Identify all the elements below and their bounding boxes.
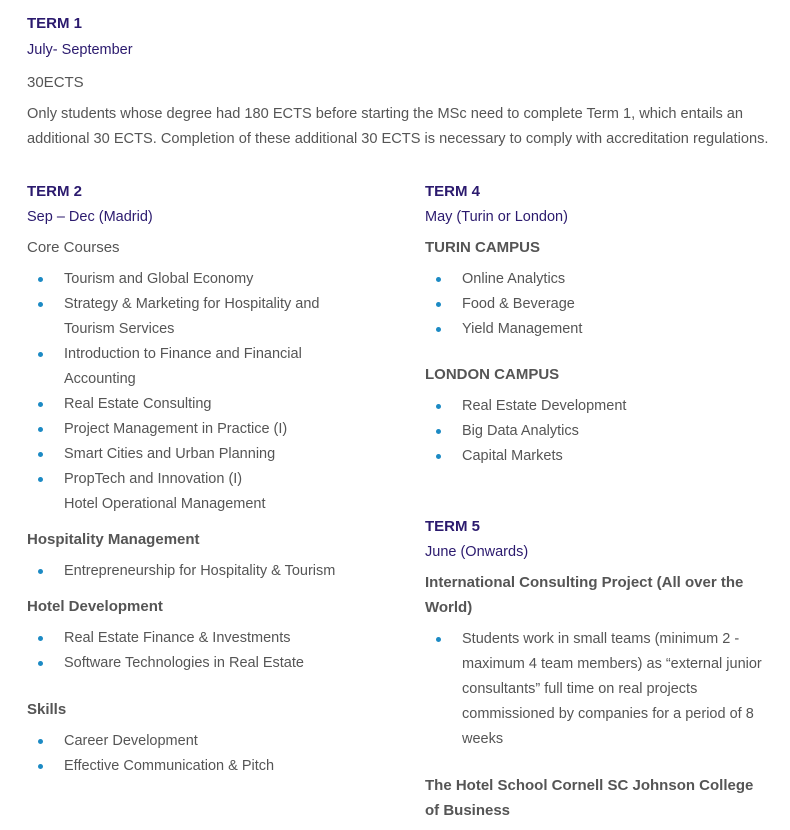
- bullet-icon: [38, 569, 43, 574]
- bullet-icon: [38, 277, 43, 282]
- list-item: [27, 292, 397, 342]
- list-item-label: Smart Cities and Urban Planning: [64, 446, 276, 462]
- list-item-label: PropTech and Innovation (I): [64, 471, 243, 487]
- skills-heading: Skills: [27, 701, 67, 718]
- list-item-label: Effective Communication & Pitch: [64, 758, 275, 774]
- list-item: [27, 754, 397, 779]
- term-4-title: TERM 4: [425, 183, 481, 200]
- list-item: [27, 417, 397, 442]
- term-1-section: [27, 14, 777, 152]
- term-5-title: TERM 5: [425, 518, 481, 535]
- list-item-label: Strategy & Marketing for Hospitality and Tourism Services: [64, 296, 320, 337]
- consulting-project-list: [425, 627, 775, 752]
- term-2-section: [27, 182, 397, 779]
- london-campus-list: [425, 394, 775, 469]
- list-item: [27, 559, 397, 584]
- list-item-label: Yield Management: [462, 321, 583, 337]
- consulting-project-heading: International Consulting Project (All over the World): [425, 574, 744, 616]
- list-item: [425, 419, 775, 444]
- list-item-label: Online Analytics: [462, 271, 566, 287]
- bullet-icon: [38, 477, 43, 482]
- skills-list: [27, 729, 397, 779]
- list-item: [27, 342, 397, 392]
- hotel-development-list: [27, 626, 397, 676]
- list-item: [425, 317, 775, 342]
- term-1-ects: 30ECTS: [27, 74, 84, 91]
- hospitality-management-heading: Hospitality Management: [27, 531, 200, 548]
- list-item-label: Tourism and Global Economy: [64, 271, 254, 287]
- list-item-label: Entrepreneurship for Hospitality & Tourism: [64, 563, 336, 579]
- list-item: [27, 492, 397, 517]
- list-item: [27, 626, 397, 651]
- bullet-icon: [436, 404, 441, 409]
- bullet-icon: [38, 739, 43, 744]
- term-4-dates: May (Turin or London): [425, 209, 568, 225]
- bullet-icon: [38, 636, 43, 641]
- term-2-dates: Sep – Dec (Madrid): [27, 209, 153, 225]
- list-item: [425, 292, 775, 317]
- list-item: [27, 467, 397, 492]
- bullet-icon: [38, 402, 43, 407]
- list-item: [27, 267, 397, 292]
- list-item: [425, 267, 775, 292]
- bullet-icon: [38, 661, 43, 666]
- term-1-note: Only students whose degree had 180 ECTS before starting the MSc need to complete Term 1, which entails an additional 30 ECTS. Completion of these additional 30 ECTS is necessary to comply with accreditation regulations.: [27, 106, 769, 147]
- list-item-label: Big Data Analytics: [462, 423, 579, 439]
- list-item: [425, 444, 775, 469]
- bullet-icon: [38, 427, 43, 432]
- bullet-icon: [38, 452, 43, 457]
- term-4-section: [425, 182, 775, 469]
- term-1-title: TERM 1: [27, 15, 83, 32]
- list-item-label: Real Estate Consulting: [64, 396, 212, 412]
- list-item-label: Career Development: [64, 733, 198, 749]
- hotel-development-heading: Hotel Development: [27, 598, 163, 615]
- bullet-icon: [436, 454, 441, 459]
- list-item-label: Project Management in Practice (I): [64, 421, 288, 437]
- term-2-title: TERM 2: [27, 183, 83, 200]
- bullet-icon: [436, 302, 441, 307]
- bullet-icon: [436, 637, 441, 642]
- bullet-icon: [436, 277, 441, 282]
- list-item-label: Introduction to Finance and Financial Accounting: [64, 346, 302, 387]
- list-item: [27, 442, 397, 467]
- list-item-label: Students work in small teams (minimum 2 - maximum 4 team members) as “external junior consultants” full time on real projects commissioned by companies for a period of 8 weeks: [462, 631, 762, 747]
- core-courses-label: Core Courses: [27, 239, 120, 256]
- list-item: [425, 394, 775, 419]
- term-1-dates: July- September: [27, 42, 133, 58]
- bullet-icon: [436, 327, 441, 332]
- list-item: [27, 651, 397, 676]
- london-campus-heading: LONDON CAMPUS: [425, 366, 560, 383]
- bullet-icon: [38, 302, 43, 307]
- list-item-label: Real Estate Finance & Investments: [64, 630, 291, 646]
- bullet-icon: [436, 429, 441, 434]
- bullet-icon: [38, 764, 43, 769]
- turin-campus-list: [425, 267, 775, 342]
- term-5-section: [425, 517, 775, 823]
- cornell-heading: The Hotel School Cornell SC Johnson College of Business: [425, 777, 754, 819]
- turin-campus-heading: TURIN CAMPUS: [425, 239, 540, 256]
- list-item-label: Capital Markets: [462, 448, 563, 464]
- bullet-icon: [38, 352, 43, 357]
- list-item-label: Software Technologies in Real Estate: [64, 655, 304, 671]
- term-5-dates: June (Onwards): [425, 544, 529, 560]
- list-item-label: Real Estate Development: [462, 398, 627, 414]
- list-item: [425, 627, 775, 752]
- hospitality-management-list: [27, 559, 397, 584]
- list-item: [27, 392, 397, 417]
- list-item: [27, 729, 397, 754]
- list-item-label: Hotel Operational Management: [64, 496, 266, 512]
- core-courses-list: [27, 267, 397, 517]
- list-item-label: Food & Beverage: [462, 296, 575, 312]
